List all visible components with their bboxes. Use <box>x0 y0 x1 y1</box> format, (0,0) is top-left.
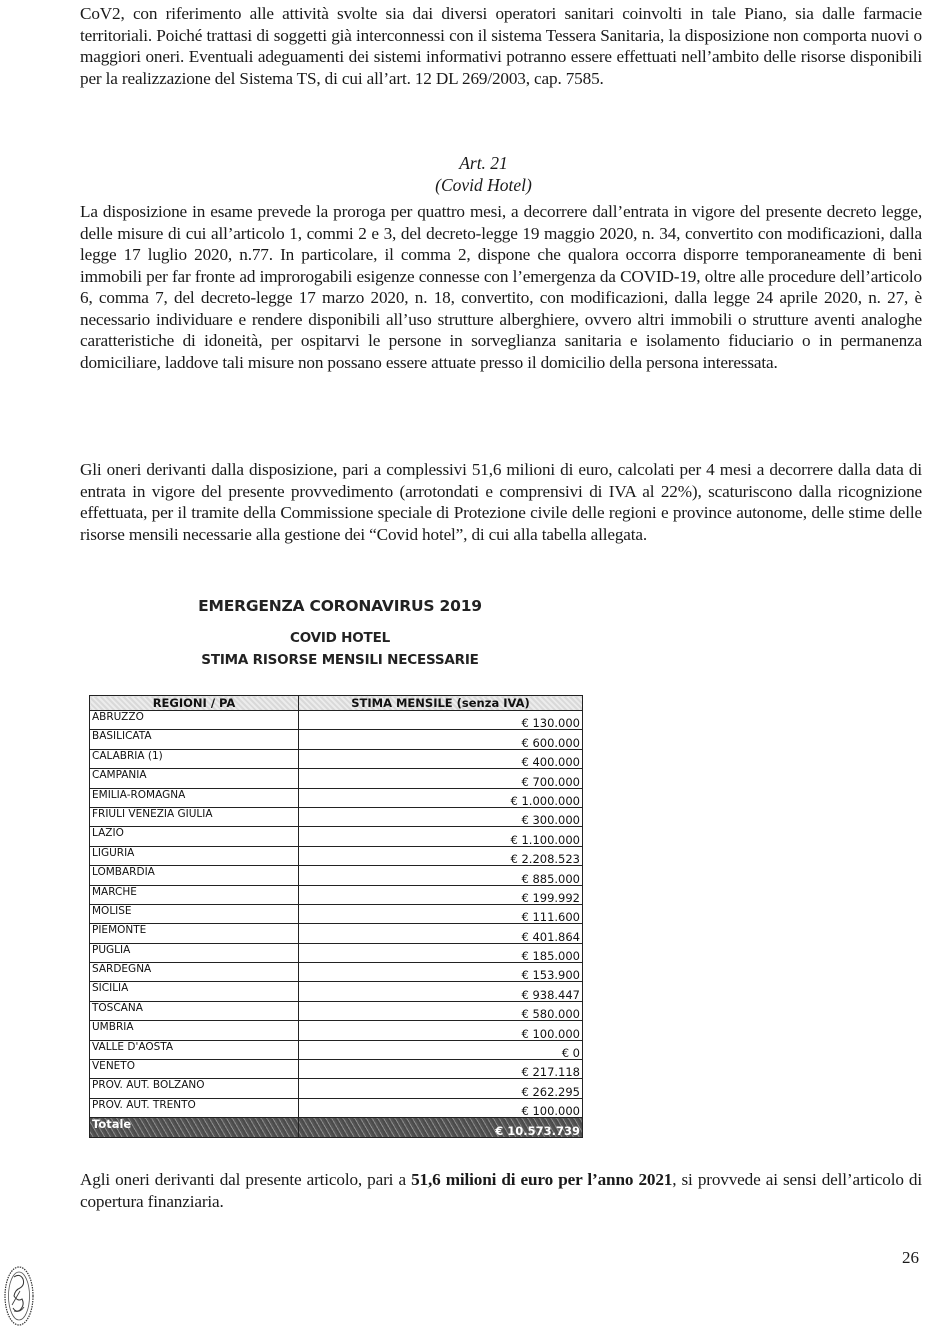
region-name-cell: EMILIA-ROMAGNA <box>90 788 299 807</box>
page-number: 26 <box>902 1248 919 1267</box>
region-name-cell: MARCHE <box>90 885 299 904</box>
table-row <box>90 730 583 749</box>
table-row <box>90 943 583 962</box>
table-row <box>90 846 583 865</box>
table-row <box>90 963 583 982</box>
monthly-estimate-cell: € 400.000 <box>299 749 583 768</box>
region-name-cell: SARDEGNA <box>90 963 299 982</box>
table-row <box>90 1060 583 1079</box>
monthly-estimate-cell: € 153.900 <box>299 963 583 982</box>
region-name-cell: PIEMONTE <box>90 924 299 943</box>
monthly-estimate-cell: € 185.000 <box>299 943 583 962</box>
table-row <box>90 1040 583 1059</box>
monthly-estimate-cell: € 600.000 <box>299 730 583 749</box>
table-row <box>90 866 583 885</box>
region-name-cell: FRIULI VENEZIA GIULIA <box>90 807 299 826</box>
region-name-cell: MOLISE <box>90 904 299 923</box>
region-name-cell: LIGURIA <box>90 846 299 865</box>
table-row <box>90 827 583 846</box>
paragraph-costs: Gli oneri derivanti dalla disposizione, pari a complessivi 51,6 milioni di euro, calcolati per 4 mesi a decorrere dalla data di entrata in vigore del presente provvedimento (arrotondati e comprensivi di IVA al 22%), scaturiscono dalla ricognizione effettuata, per il tramite della Commissione speciale di Protezione civile delle regioni e province autonome, delle stime delle risorse mensili necessarie alla gestione dei “Covid hotel”, di cui alla tabella allegata. <box>80 460 922 544</box>
region-name-cell: PROV. AUT. BOLZANO <box>90 1079 299 1098</box>
table-row <box>90 1001 583 1020</box>
table-row <box>90 982 583 1001</box>
table-row <box>90 769 583 788</box>
monthly-estimate-cell: € 199.992 <box>299 885 583 904</box>
table-row <box>90 749 583 768</box>
region-name-cell: CAMPANIA <box>90 769 299 788</box>
region-name-cell: BASILICATA <box>90 730 299 749</box>
monthly-estimate-cell: € 401.864 <box>299 924 583 943</box>
region-name-cell: LAZIO <box>90 827 299 846</box>
region-name-cell: TOSCANA <box>90 1001 299 1020</box>
intro-paragraph: CoV2, con riferimento alle attività svolte sia dai diversi operatori sanitari coinvolti in tale Piano, sia dalle farmacie territoriali. Poiché trattasi di soggetti già interconnessi con il sistema Tessera Sanitaria, la disposizione non comporta nuovi o maggiori oneri. Eventuali adeguamenti dei sistemi informativi potranno essere effettuati nell’ambito delle risorse disponibili per la realizzazione del Sistema TS, di cui all’art. 12 DL 269/2003, cap. 7585. <box>80 4 922 88</box>
closing-text-before: Agli oneri derivanti dal presente articolo, pari a <box>80 1170 412 1190</box>
region-name-cell: VALLE D'AOSTA <box>90 1040 299 1059</box>
monthly-estimate-cell: € 0 <box>299 1040 583 1059</box>
covid-hotel-table <box>89 695 583 1138</box>
table-row <box>90 1098 583 1117</box>
table-row <box>90 711 583 730</box>
region-name-cell: SICILIA <box>90 982 299 1001</box>
monthly-estimate-cell: € 262.295 <box>299 1079 583 1098</box>
table-subtitle-hotel: COVID HOTEL <box>289 630 390 646</box>
table-row <box>90 1021 583 1040</box>
table-title: EMERGENZA CORONAVIRUS 2019 <box>198 597 482 615</box>
article-heading <box>0 152 927 196</box>
table-total-row <box>90 1118 583 1137</box>
region-name-cell: LOMBARDIA <box>90 866 299 885</box>
table-row <box>90 1079 583 1098</box>
monthly-estimate-cell: € 1.100.000 <box>299 827 583 846</box>
table-header-row <box>90 696 583 711</box>
monthly-estimate-cell: € 2.208.523 <box>299 846 583 865</box>
region-name-cell: PROV. AUT. TRENTO <box>90 1098 299 1117</box>
monthly-estimate-cell: € 300.000 <box>299 807 583 826</box>
monthly-estimate-cell: € 938.447 <box>299 982 583 1001</box>
article-subtitle: (Covid Hotel) <box>435 175 532 195</box>
monthly-estimate-cell: € 100.000 <box>299 1021 583 1040</box>
column-header-region: REGIONI / PA <box>90 696 299 711</box>
monthly-estimate-cell: € 130.000 <box>299 711 583 730</box>
closing-text-after: , si provvede ai sensi dell’articolo di copertura finanziaria. <box>80 1170 922 1211</box>
official-seal-icon <box>2 1265 34 1327</box>
table-body <box>90 711 583 1138</box>
region-name-cell: PUGLIA <box>90 943 299 962</box>
monthly-estimate-cell: € 885.000 <box>299 866 583 885</box>
region-name-cell: VENETO <box>90 1060 299 1079</box>
closing-text-bold: 51,6 milioni di euro per l’anno 2021 <box>411 1170 673 1190</box>
table-row <box>90 788 583 807</box>
total-value-cell: € 10.573.739 <box>299 1118 583 1137</box>
table-row <box>90 924 583 943</box>
monthly-estimate-cell: € 111.600 <box>299 904 583 923</box>
table-row <box>90 904 583 923</box>
paragraph-provisions: La disposizione in esame prevede la proroga per quattro mesi, a decorrere dall’entrata in vigore del presente decreto legge, delle misure di cui all’articolo 1, commi 2 e 3, del decreto-legge 19 maggio 2020, n. 34, convertito con modificazioni, dalla legge 17 luglio 2020, n.77. In particolare, il comma 2, dispone che qualora occorra disporre temporaneamente di beni immobili per far fronte ad improrogabili esigenze connesse con l’emergenza da COVID-19, oltre alle procedure dell’articolo 6, comma 7, del decreto-legge 17 marzo 2020, n. 18, convertito, con modificazioni, dalla legge 24 aprile 2020, n. 27, è necessario individuare e rendere disponibili all’uso strutture alberghiere, ovvero altri immobili o strutture aventi analoghe caratteristiche di idoneità, per ospitarvi le persone in sorveglianza sanitaria e isolamento fiduciario o in permanenza domiciliare, laddove tali misure non possano essere attuate presso il domicilio della persona interessata. <box>80 202 922 372</box>
region-name-cell: ABRUZZO <box>90 711 299 730</box>
closing-paragraph <box>80 1169 922 1212</box>
monthly-estimate-cell: € 700.000 <box>299 769 583 788</box>
table-row <box>90 807 583 826</box>
monthly-estimate-cell: € 1.000.000 <box>299 788 583 807</box>
monthly-estimate-cell: € 217.118 <box>299 1060 583 1079</box>
monthly-estimate-cell: € 100.000 <box>299 1098 583 1117</box>
region-name-cell: UMBRIA <box>90 1021 299 1040</box>
region-name-cell: CALABRIA (1) <box>90 749 299 768</box>
article-number: Art. 21 <box>459 153 508 173</box>
total-label-cell: Totale <box>90 1118 299 1137</box>
table-subtitle-estimate: STIMA RISORSE MENSILI NECESSARIE <box>201 652 479 668</box>
table-row <box>90 885 583 904</box>
monthly-estimate-cell: € 580.000 <box>299 1001 583 1020</box>
column-header-monthly-estimate: STIMA MENSILE (senza IVA) <box>299 696 583 711</box>
